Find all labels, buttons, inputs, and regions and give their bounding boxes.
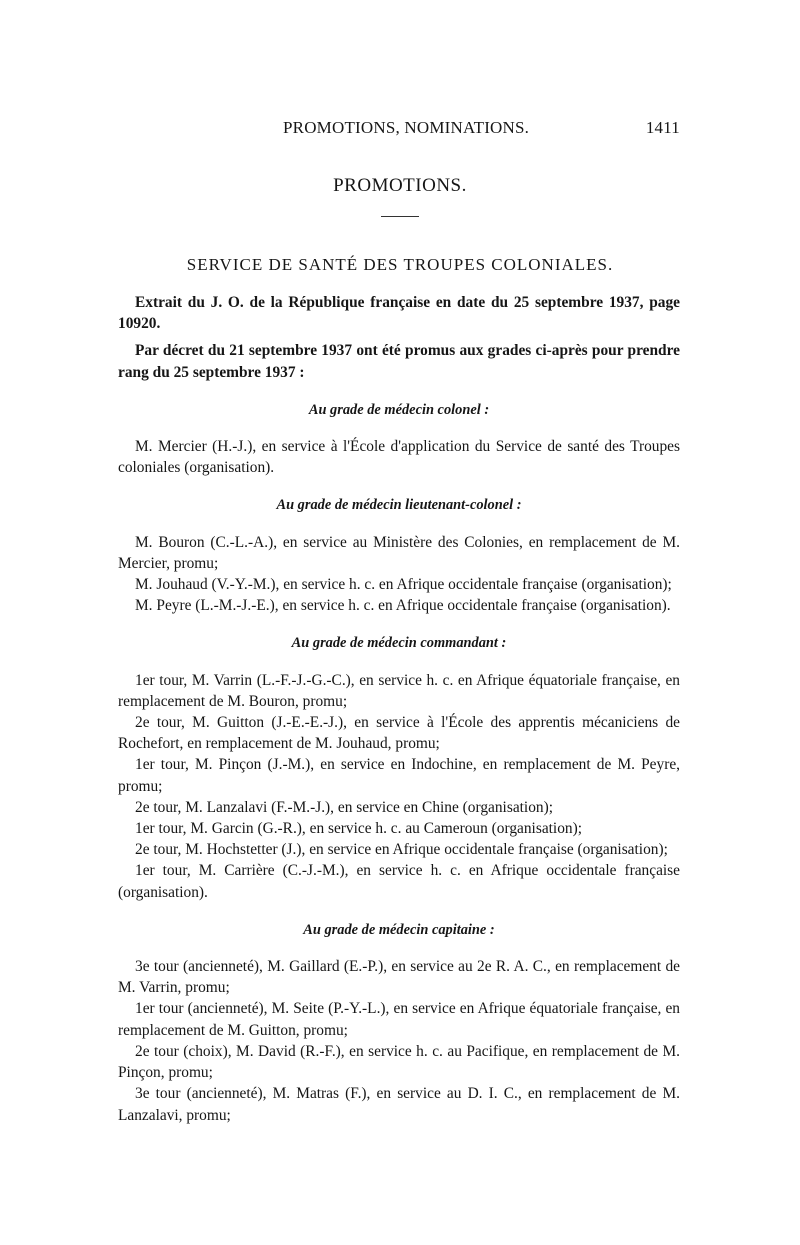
promotion-entry: M. Mercier (H.-J.), en service à l'École d'application du Service de santé des Troupes coloniales (organisation).: [118, 438, 680, 477]
promotion-entry: 2e tour, M. Lanzalavi (F.-M.-J.), en service en Chine (organisation);: [135, 798, 553, 816]
section-title: SERVICE DE SANTÉ DES TROUPES COLONIALES.: [186, 255, 614, 274]
promotion-entry: 2e tour, M. Hochstetter (J.), en service en Afrique occidentale française (organisation);: [135, 841, 668, 859]
promotion-entry: M. Peyre (L.-M.-J.-E.), en service h. c. en Afrique occidentale française (organisation).: [135, 597, 671, 615]
grade-heading-colonel: Au grade de médecin colonel :: [308, 401, 490, 418]
grade-heading-capitaine: Au grade de médecin capitaine :: [303, 921, 495, 938]
intro-decree: Par décret du 21 septembre 1937 ont été promus aux grades ci-après pour prendre rang du 25 septembre 1937 :: [118, 342, 680, 381]
intro-extract: Extrait du J. O. de la République française en date du 25 septembre 1937, page 10920.: [118, 294, 680, 333]
title-divider: [381, 216, 419, 217]
promotion-entry: M. Jouhaud (V.-Y.-M.), en service h. c. en Afrique occidentale française (organisation);: [135, 576, 672, 594]
promotion-entry: 2e tour, M. Guitton (J.-E.-E.-J.), en service à l'École des apprentis mécaniciens de Rochefort, en remplacement de M. Jouhaud, promu;: [118, 714, 680, 753]
promotion-entry: 2e tour (choix), M. David (R.-F.), en service h. c. au Pacifique, en remplacement de M. Pinçon, promu;: [118, 1042, 680, 1082]
grade-heading-commandant: Au grade de médecin commandant :: [291, 635, 507, 652]
running-title: PROMOTIONS, NOMINATIONS.: [283, 118, 530, 137]
running-header: [118, 118, 680, 142]
page-title: PROMOTIONS.: [333, 175, 467, 196]
body-text: [118, 292, 680, 1126]
promotion-entry: 1er tour, M. Varrin (L.-F.-J.-G.-C.), en service h. c. en Afrique équatoriale française, en remplacement de M. Bouron, promu;: [118, 671, 680, 710]
page-number: 1411: [645, 118, 680, 137]
promotion-entry: 3e tour (ancienneté), M. Gaillard (E.-P.), en service au 2e R. A. C., en remplacement de M. Varrin, promu;: [118, 958, 680, 997]
promotion-entry: 1er tour, M. Pinçon (J.-M.), en service en Indochine, en remplacement de M. Peyre, promu;: [118, 756, 680, 795]
grade-heading-lieutenant-colonel: Au grade de médecin lieutenant-colonel :: [276, 497, 522, 514]
promotion-entry: 3e tour (ancienneté), M. Matras (F.), en service au D. I. C., en remplacement de M. Lanzalavi, promu;: [118, 1085, 680, 1124]
promotion-entry: 1er tour, M. Garcin (G.-R.), en service h. c. au Cameroun (organisation);: [135, 820, 582, 838]
promotion-entry: 1er tour, M. Carrière (C.-J.-M.), en service h. c. en Afrique occidentale française (organisation).: [118, 862, 680, 901]
promotion-entry: M. Bouron (C.-L.-A.), en service au Ministère des Colonies, en remplacement de M. Mercier, promu;: [118, 533, 680, 572]
promotion-entry: 1er tour (ancienneté), M. Seite (P.-Y.-L.), en service en Afrique équatoriale française, en remplacement de M. Guitton, promu;: [118, 1000, 680, 1039]
